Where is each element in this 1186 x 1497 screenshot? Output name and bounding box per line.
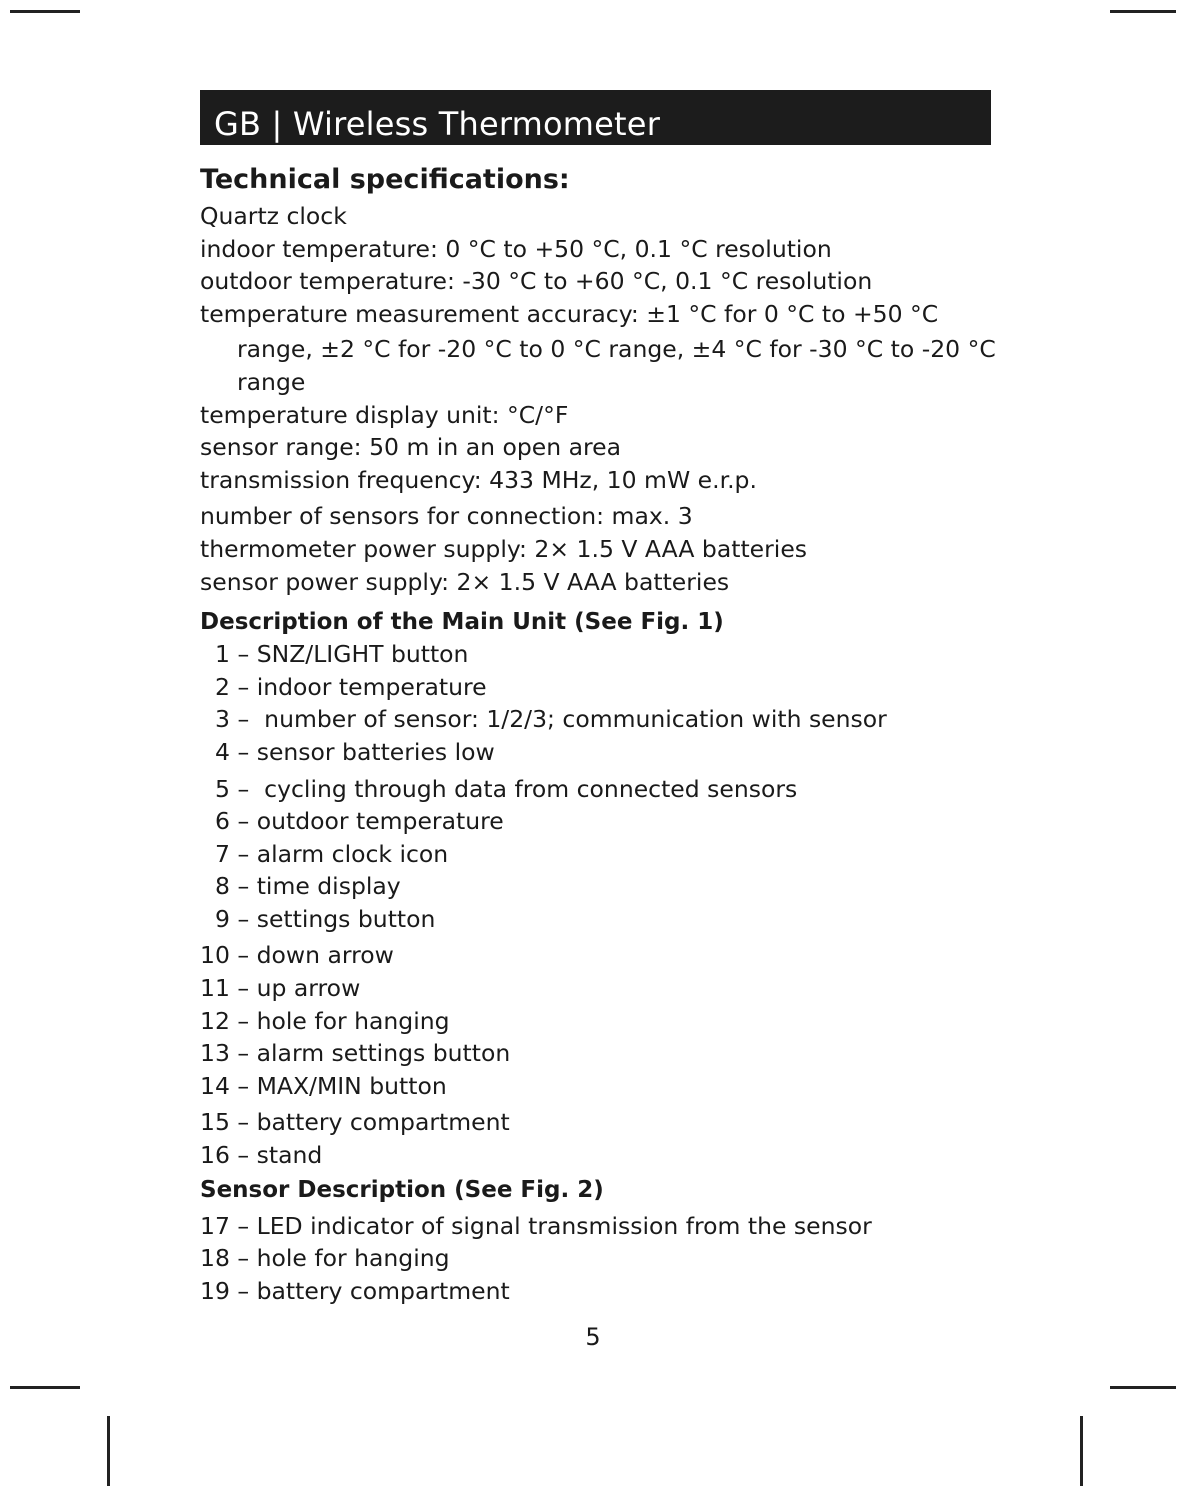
item-separator: – — [229, 941, 257, 970]
list-item — [200, 1005, 1000, 1038]
page-number: 5 — [585, 1323, 601, 1351]
item-number: 3 — [215, 705, 230, 734]
list-item — [200, 1106, 1000, 1139]
item-separator: – — [230, 807, 257, 836]
item-text: settings button — [256, 904, 436, 933]
crop-mark-vertical-right — [1080, 1416, 1083, 1486]
item-number: 11 — [200, 974, 230, 1003]
list-item — [200, 638, 1000, 671]
item-separator: – — [230, 705, 265, 734]
tech-specs-heading: Technical specifications: — [200, 164, 570, 195]
item-separator: – — [229, 1244, 257, 1273]
item-text: alarm settings button — [256, 1039, 511, 1068]
spec-line-continuation: range, ±2 °C for -20 °C to 0 °C range, ±4 °C for -30 °C to -20 °C range — [237, 335, 996, 396]
list-item — [200, 773, 1000, 806]
item-separator: – — [230, 904, 257, 933]
list-item — [200, 805, 1000, 838]
list-item — [200, 671, 1000, 704]
item-separator: – — [229, 1108, 257, 1137]
item-separator: – — [229, 1141, 257, 1170]
item-separator: – — [229, 1039, 257, 1068]
item-text: sensor batteries low — [256, 737, 495, 766]
item-text: down arrow — [256, 941, 394, 970]
item-separator: – — [230, 839, 257, 868]
item-number: 1 — [215, 640, 230, 669]
item-number: 13 — [200, 1039, 230, 1068]
item-text: cycling through data from connected sensors — [264, 774, 798, 803]
spec-line: Quartz clock — [200, 202, 347, 230]
item-text: number of sensor: 1/2/3; communication with sensor — [264, 705, 887, 734]
item-number: 9 — [215, 904, 230, 933]
list-item — [200, 1210, 1000, 1243]
list-item — [200, 838, 1000, 871]
item-number: 5 — [215, 774, 230, 803]
item-number: 7 — [215, 839, 230, 868]
item-number: 16 — [200, 1141, 230, 1170]
crop-mark-bottom-right — [1110, 1386, 1176, 1389]
item-number: 19 — [200, 1276, 230, 1305]
item-text: MAX/MIN button — [256, 1071, 447, 1100]
page-title: GB | Wireless Thermometer — [214, 105, 661, 143]
item-number: 18 — [200, 1244, 230, 1273]
item-separator: – — [230, 672, 257, 701]
item-number: 8 — [215, 872, 230, 901]
item-separator: – — [229, 974, 257, 1003]
item-number: 2 — [215, 672, 230, 701]
item-text: battery compartment — [256, 1108, 510, 1137]
item-text: battery compartment — [256, 1276, 510, 1305]
item-separator: – — [230, 737, 257, 766]
list-item — [200, 972, 1000, 1005]
item-separator: – — [230, 640, 257, 669]
item-number: 12 — [200, 1006, 230, 1035]
item-text: hole for hanging — [256, 1006, 450, 1035]
crop-mark-vertical-left — [107, 1416, 110, 1486]
spec-line: thermometer power supply: 2× 1.5 V AAA batteries — [200, 534, 808, 563]
sensor-heading: Sensor Description (See Fig. 2) — [200, 1176, 604, 1203]
spec-line: outdoor temperature: -30 °C to +60 °C, 0.1 °C resolution — [200, 267, 873, 296]
spec-line: sensor power supply: 2× 1.5 V AAA batteries — [200, 567, 730, 596]
item-separator: – — [229, 1006, 257, 1035]
spec-line: temperature display unit: °C/°F — [200, 400, 569, 429]
document-body — [200, 160, 1000, 1307]
item-text: stand — [256, 1141, 323, 1170]
item-number: 6 — [215, 807, 230, 836]
list-item — [200, 1275, 1000, 1308]
item-text: LED indicator of signal transmission from the sensor — [256, 1211, 872, 1240]
item-text: hole for hanging — [256, 1244, 450, 1273]
spec-line: indoor temperature: 0 °C to +50 °C, 0.1 °C resolution — [200, 234, 832, 263]
item-separator: – — [230, 872, 257, 901]
list-item — [200, 939, 1000, 972]
item-text: alarm clock icon — [256, 839, 449, 868]
crop-mark-top-right — [1110, 10, 1176, 13]
list-item — [200, 903, 1000, 936]
list-item — [200, 1139, 1000, 1172]
item-text: indoor temperature — [256, 672, 487, 701]
list-item — [200, 1242, 1000, 1275]
spec-line: temperature measurement accuracy: ±1 °C for 0 °C to +50 °C — [200, 299, 939, 328]
main-unit-list — [200, 638, 1000, 1172]
list-item — [200, 1037, 1000, 1070]
item-number: 17 — [200, 1211, 230, 1240]
item-separator: – — [229, 1276, 257, 1305]
list-item — [200, 1070, 1000, 1103]
item-number: 10 — [200, 941, 230, 970]
list-item — [200, 736, 1000, 769]
spec-line: number of sensors for connection: max. 3 — [200, 502, 693, 531]
item-separator: – — [229, 1071, 257, 1100]
list-item — [200, 870, 1000, 903]
item-text: time display — [256, 872, 401, 901]
spec-line: sensor range: 50 m in an open area — [200, 433, 621, 462]
header-bar — [200, 90, 991, 145]
item-text: SNZ/LIGHT button — [256, 640, 469, 669]
main-unit-heading: Description of the Main Unit (See Fig. 1) — [200, 609, 724, 636]
item-number: 4 — [215, 737, 230, 766]
item-text: outdoor temperature — [256, 807, 504, 836]
spec-line: transmission frequency: 433 MHz, 10 mW e.r.p. — [200, 465, 757, 494]
item-text: up arrow — [256, 974, 361, 1003]
crop-mark-bottom-left — [10, 1386, 80, 1389]
crop-mark-top-left — [10, 10, 80, 13]
sensor-list — [200, 1210, 1000, 1308]
item-number: 15 — [200, 1108, 230, 1137]
item-separator: – — [229, 1211, 257, 1240]
list-item — [200, 703, 1000, 736]
item-number: 14 — [200, 1071, 230, 1100]
item-separator: – — [230, 774, 265, 803]
